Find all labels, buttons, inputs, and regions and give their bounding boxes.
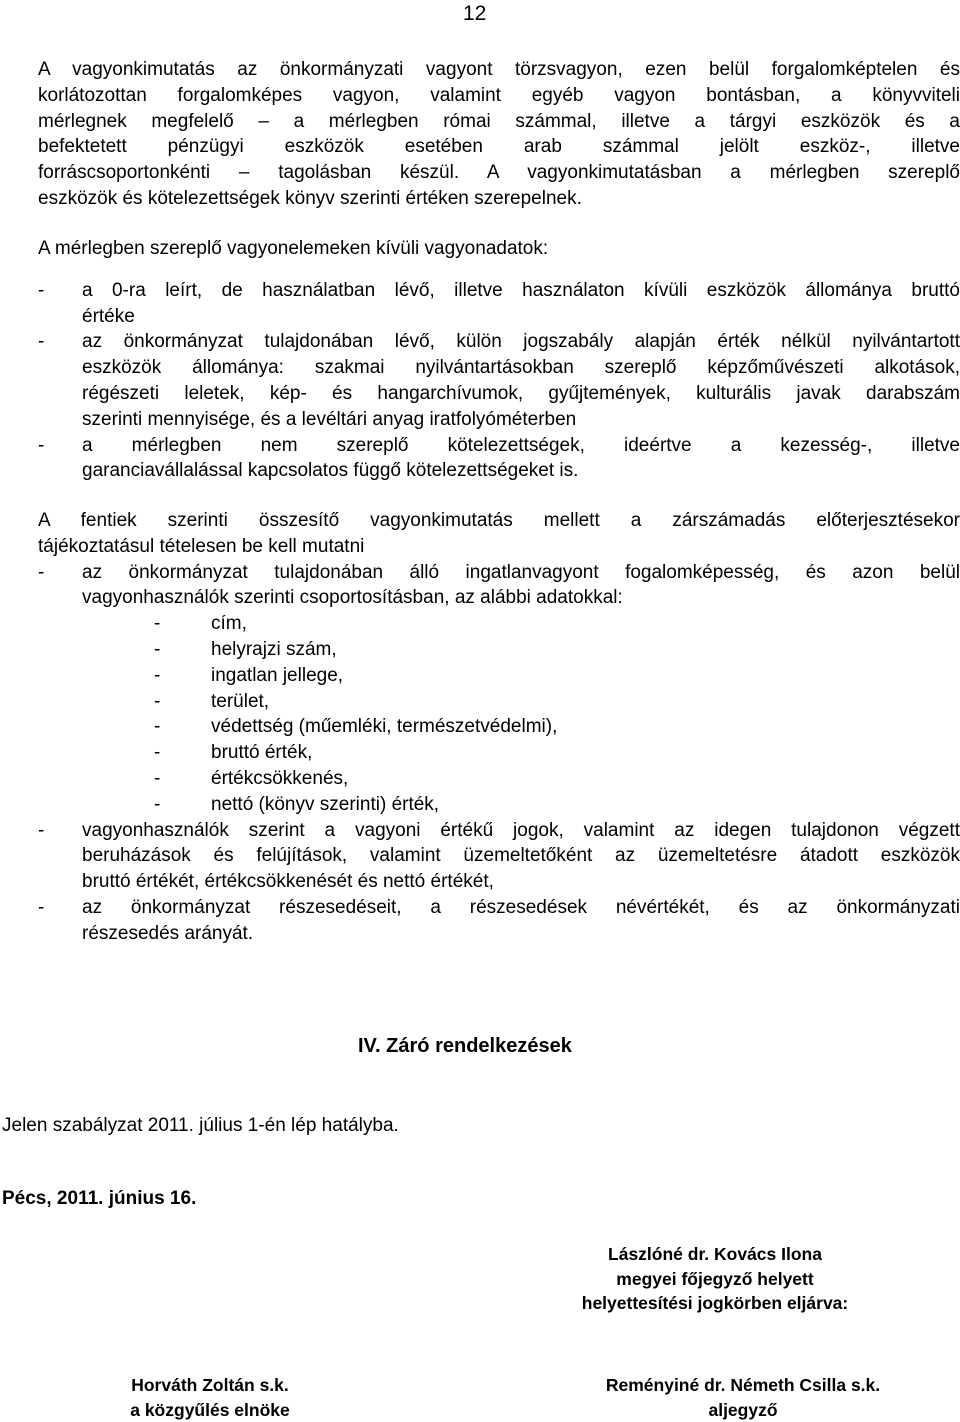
text-line: mérlegnek megfelelő – a mérlegben római számmal, illetve a tárgyi eszközök és a (38, 109, 960, 135)
sub-list-item (38, 637, 960, 663)
list-dash: - (154, 637, 160, 663)
text-line: értéke (82, 304, 960, 330)
list-dash: - (154, 792, 160, 818)
text-line: bruttó értékét, értékcsökkenését és nettó értékét, (82, 869, 960, 895)
text-line: a 0-ra leírt, de használatban lévő, illetve használaton kívüli eszközök állománya bruttó (82, 278, 960, 304)
text-line: beruházások és felújítások, valamint üzemeltetőként az üzemeltetésre átadott eszközök (82, 843, 960, 869)
list-item (38, 433, 960, 485)
summary-section (38, 508, 960, 947)
chair-title: a közgyűlés elnöke (100, 1398, 320, 1422)
list-dash: - (38, 818, 44, 844)
list-dash: - (38, 278, 44, 304)
list-item (38, 895, 960, 947)
sub-list-item (38, 714, 960, 740)
sub-list-text: bruttó érték, (211, 742, 312, 763)
text-line: az önkormányzat tulajdonában lévő, külön jogszabály alapján érték nélkül nyilvántartott (82, 329, 960, 355)
sub-list-text: terület, (211, 691, 269, 712)
list-dash: - (154, 740, 160, 766)
sub-list-item (38, 740, 960, 766)
text-line: a mérlegben nem szereplő kötelezettségek, ideértve a kezesség-, illetve (82, 433, 960, 459)
list-dash: - (154, 611, 160, 637)
notary-role: megyei főjegyző helyett (560, 1267, 870, 1292)
list-item (38, 329, 960, 432)
text-line: befektetett pénzügyi eszközök esetében arab számmal jelölt eszköz-, illetve (38, 134, 960, 160)
sub-list-text: értékcsökkenés, (211, 768, 348, 789)
deputy-notary-signature-block (568, 1373, 918, 1422)
text-line: vagyonhasználók szerint a vagyoni értékű jogok, valamint az idegen tulajdonon végzett (82, 818, 960, 844)
text-line: korlátozottan forgalomképes vagyon, valamint egyéb vagyon bontásban, a könyvviteli (38, 83, 960, 109)
text-line: eszközök állománya: szakmai nyilvántartásokban szereplő képzőművészeti alkotások, (82, 355, 960, 381)
text-line: tájékoztatásul tételesen be kell mutatni (38, 534, 960, 560)
sub-list-item (38, 689, 960, 715)
deputy-notary-title: aljegyző (568, 1398, 918, 1422)
sub-list (38, 611, 960, 817)
text-line: részesedés arányát. (82, 921, 960, 947)
notary-signature-block (560, 1242, 870, 1316)
chair-signature-block (100, 1373, 320, 1422)
intro-paragraph (38, 57, 960, 212)
section-heading: IV. Záró rendelkezések (358, 1035, 572, 1058)
list-dash: - (38, 433, 44, 459)
text-line: eszközök és kötelezettségek könyv szerinti értéken szerepelnek. (38, 186, 960, 212)
text-line: az önkormányzat részesedéseit, a részesedések névértékét, és az önkormányzati (82, 895, 960, 921)
page-number: 12 (463, 2, 486, 26)
list-dash: - (154, 689, 160, 715)
text-line: szerinti mennyisége, és a levéltári anyag iratfolyóméterben (82, 407, 960, 433)
list-dash: - (38, 329, 44, 355)
sub-list-item (38, 766, 960, 792)
list-dash: - (38, 560, 44, 586)
text-line: forráscsoportonkénti – tagolásban készül. A vagyonkimutatásban a mérlegben szereplő (38, 160, 960, 186)
off-balance-section (38, 236, 960, 484)
text-line: garanciavállalással kapcsolatos függő kötelezettségeket is. (82, 458, 960, 484)
sub-list-text: védettség (műemléki, természetvédelmi), (211, 716, 557, 737)
notary-name: Lászlóné dr. Kovács Ilona (560, 1242, 870, 1267)
list-item (38, 818, 960, 895)
sub-list-text: helyrajzi szám, (211, 639, 337, 660)
sub-list-text: nettó (könyv szerinti) érték, (211, 794, 439, 815)
sub-list-text: cím, (211, 613, 247, 634)
list-dash: - (154, 714, 160, 740)
deputy-notary-name: Reményiné dr. Németh Csilla s.k. (568, 1373, 918, 1398)
list-dash: - (38, 895, 44, 921)
chair-name: Horváth Zoltán s.k. (100, 1373, 320, 1398)
place-date: Pécs, 2011. június 16. (2, 1188, 196, 1210)
sub-list-item (38, 663, 960, 689)
text-line: vagyonhasználók szerinti csoportosításban, az alábbi adatokkal: (82, 585, 960, 611)
list-dash: - (154, 663, 160, 689)
list-item (38, 560, 960, 612)
notary-authority: helyettesítési jogkörben eljárva: (560, 1291, 870, 1316)
sub-list-text: ingatlan jellege, (211, 665, 343, 686)
list-item (38, 278, 960, 330)
text-line: A fentiek szerinti összesítő vagyonkimutatás mellett a zárszámadás előterjesztésekor (38, 508, 960, 534)
sub-list-item (38, 611, 960, 637)
off-balance-title: A mérlegben szereplő vagyonelemeken kívüli vagyonadatok: (38, 236, 960, 262)
effective-date-text: Jelen szabályzat 2011. július 1-én lép hatályba. (2, 1115, 399, 1137)
text-line: A vagyonkimutatás az önkormányzati vagyont törzsvagyon, ezen belül forgalomképtelen és (38, 57, 960, 83)
list-dash: - (154, 766, 160, 792)
text-line: régészeti leletek, kép- és hangarchívumok, gyűjtemények, kulturális javak darabszám (82, 381, 960, 407)
sub-list-item (38, 792, 960, 818)
text-line: az önkormányzat tulajdonában álló ingatlanvagyont fogalomképesség, és azon belül (82, 560, 960, 586)
